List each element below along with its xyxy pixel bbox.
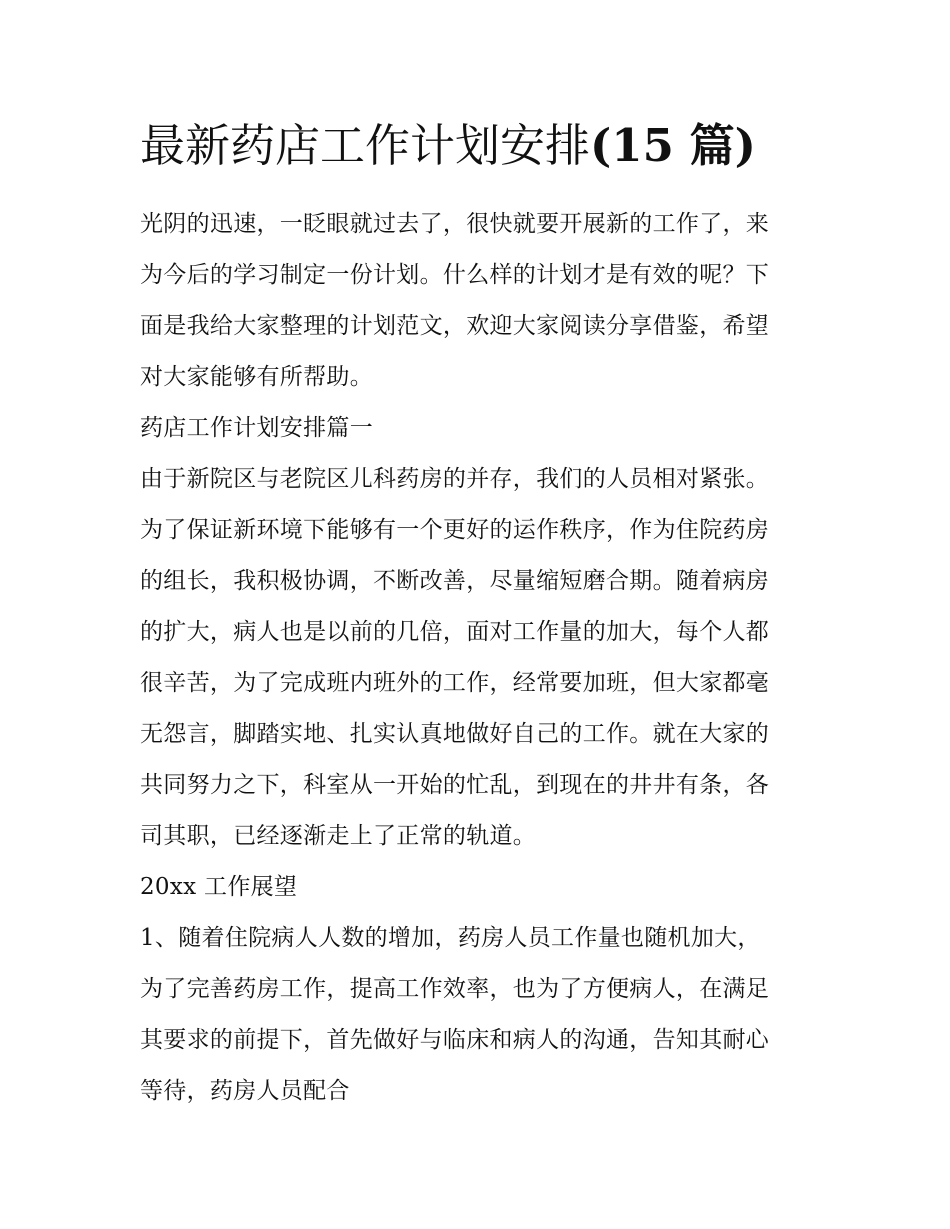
text-line: 的扩大，病人也是以前的几倍，面对工作量的加大，每个人都 — [140, 619, 770, 645]
section-heading: 药店工作计划安排篇一 — [140, 415, 373, 441]
text-line: 1、随着住院病人人数的增加，药房人员工作量也随机加大， — [140, 925, 761, 951]
text-line: 由于新院区与老院区儿科药房的并存，我们的人员相对紧张。 — [140, 466, 770, 492]
text-line: 的组长，我积极协调，不断改善，尽量缩短磨合期。随着病房 — [140, 568, 770, 594]
text-line: 对大家能够有所帮助。 — [140, 364, 373, 390]
text-line: 光阴的迅速，一眨眼就过去了，很快就要开展新的工作了，来 — [140, 211, 770, 237]
text-line: 等待，药房人员配合 — [140, 1078, 350, 1104]
document-title — [140, 116, 840, 176]
title-suffix-text: (15 篇) — [590, 119, 756, 172]
title-main-text: 最新药店工作计划安排 — [140, 119, 591, 172]
text-line: 无怨言，脚踏实地、扎实认真地做好自己的工作。就在大家的 — [140, 721, 770, 747]
text-line: 面是我给大家整理的计划范文，欢迎大家阅读分享借鉴，希望 — [140, 313, 770, 339]
text-line: 为了完善药房工作，提高工作效率，也为了方便病人，在满足 — [140, 976, 770, 1002]
text-line: 为了保证新环境下能够有一个更好的运作秩序，作为住院药房 — [140, 517, 770, 543]
document-body — [140, 199, 812, 1117]
text-line: 很辛苦，为了完成班内班外的工作，经常要加班，但大家都毫 — [140, 670, 770, 696]
text-line: 司其职，已经逐渐走上了正常的轨道。 — [140, 823, 537, 849]
section-heading: 20xx 工作展望 — [140, 874, 298, 900]
text-line: 其要求的前提下，首先做好与临床和病人的沟通，告知其耐心 — [140, 1027, 770, 1053]
text-line: 共同努力之下，科室从一开始的忙乱，到现在的井井有条，各 — [140, 772, 770, 798]
text-line: 为今后的学习制定一份计划。什么样的计划才是有效的呢？下 — [140, 262, 770, 288]
